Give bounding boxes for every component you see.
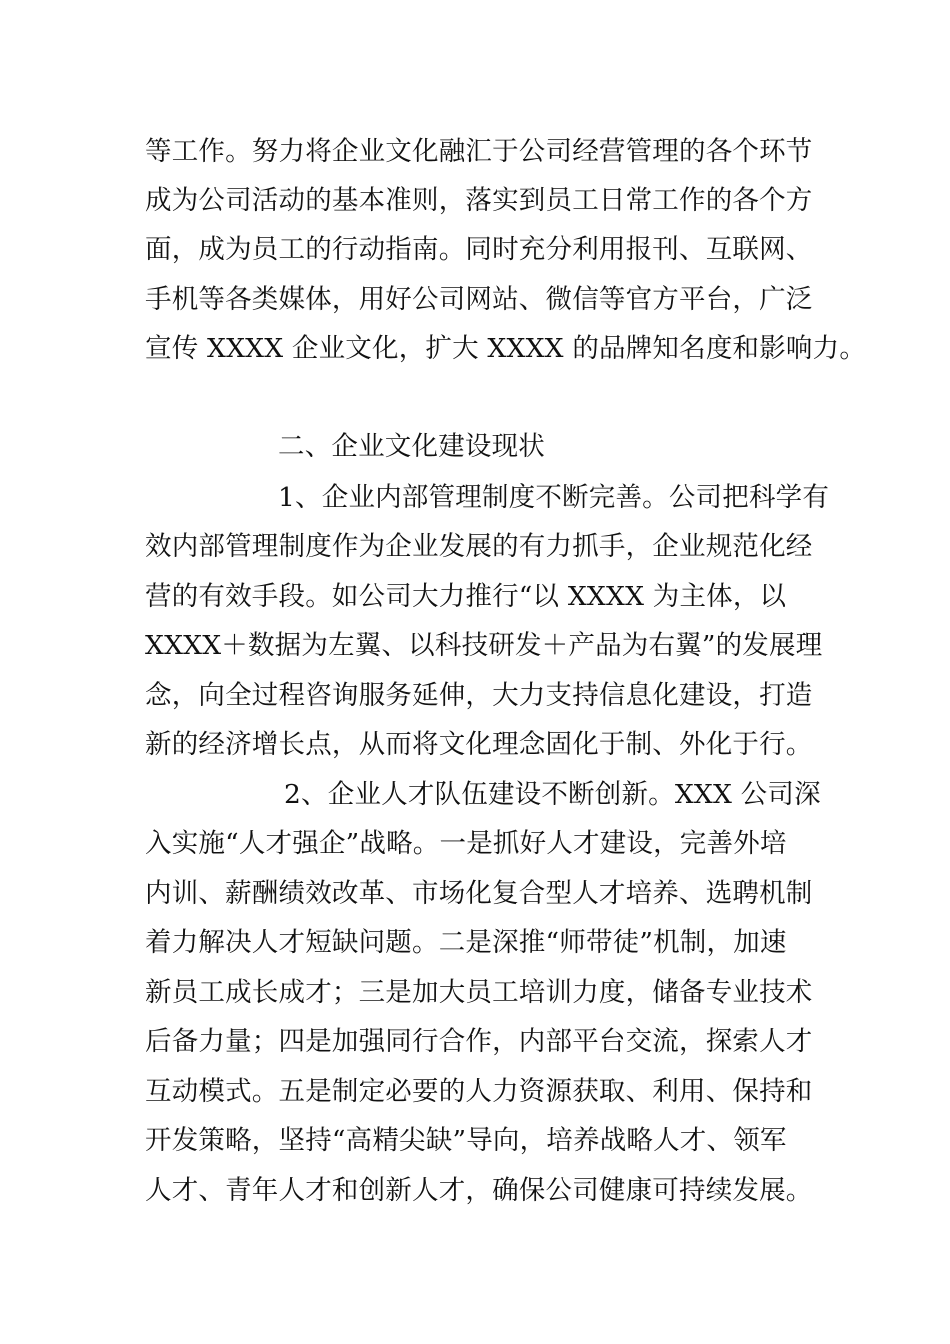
paragraph-line: 成为公司活动的基本准则，落实到员工日常工作的各个方 bbox=[145, 185, 813, 216]
paragraph-line: 着力解决人才短缺问题。二是深推“师带徒”机制，加速 bbox=[145, 927, 787, 958]
paragraph-line: 等工作。努力将企业文化融汇于公司经营管理的各个环节 bbox=[145, 136, 813, 167]
paragraph-line: 内训、薪酬绩效改革、市场化复合型人才培养、选聘机制 bbox=[145, 878, 813, 909]
paragraph-line: 1、企业内部管理制度不断完善。公司把科学有 bbox=[278, 482, 830, 513]
paragraph-line: 新的经济增长点，从而将文化理念固化于制、外化于行。 bbox=[145, 729, 813, 760]
paragraph-line: 互动模式。五是制定必要的人力资源获取、利用、保持和 bbox=[145, 1076, 813, 1107]
paragraph-line: 入实施“人才强企”战略。一是抓好人才建设，完善外培 bbox=[145, 828, 787, 859]
paragraph-line: 2、企业人才队伍建设不断创新。XXX 公司深 bbox=[284, 779, 821, 810]
paragraph-line: 手机等各类媒体，用好公司网站、微信等官方平台，广泛 bbox=[145, 284, 813, 315]
paragraph-line: 新员工成长成才；三是加大员工培训力度，储备专业技术 bbox=[145, 977, 813, 1008]
paragraph-line: 人才、青年人才和创新人才，确保公司健康可持续发展。 bbox=[145, 1175, 813, 1206]
paragraph-line: 效内部管理制度作为企业发展的有力抓手，企业规范化经 bbox=[145, 531, 813, 562]
paragraph-line: 宣传 XXXX 企业文化，扩大 XXXX 的品牌知名度和影响力。 bbox=[145, 333, 867, 364]
paragraph-line: XXXX＋数据为左翼、以科技研发＋产品为右翼”的发展理 bbox=[145, 630, 823, 661]
paragraph-line: 营的有效手段。如公司大力推行“以 XXXX 为主体，以 bbox=[145, 581, 787, 612]
section-heading: 二、企业文化建设现状 bbox=[278, 431, 545, 462]
paragraph-line: 后备力量；四是加强同行合作，内部平台交流，探索人才 bbox=[145, 1026, 813, 1057]
paragraph-line: 念，向全过程咨询服务延伸，大力支持信息化建设，打造 bbox=[145, 680, 813, 711]
paragraph-line: 面，成为员工的行动指南。同时充分利用报刊、互联网、 bbox=[145, 234, 813, 265]
paragraph-line: 开发策略，坚持“高精尖缺”导向，培养战略人才、领军 bbox=[145, 1125, 787, 1156]
